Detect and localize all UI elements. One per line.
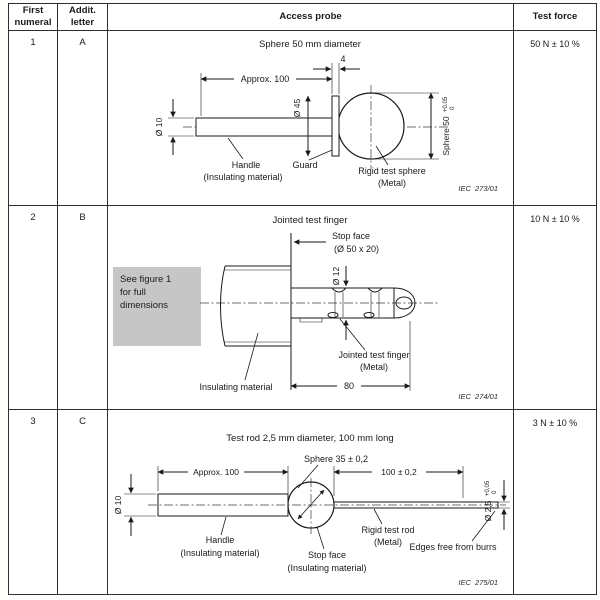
note-line: See figure 1 [120, 274, 172, 285]
header-text: Test force [532, 11, 578, 23]
dim-label: Ø 2,5 [483, 500, 493, 522]
stop-face-label: Stop face [332, 231, 371, 241]
row2-addit-letter: B [58, 206, 108, 410]
handle-label: Handle [205, 535, 235, 545]
finger-shape [291, 288, 415, 322]
dim-label: Ø 45 [292, 98, 302, 118]
drawing-title: Test rod 2,5 mm diameter, 100 mm long [226, 433, 394, 444]
dim-label: Ø 10 [154, 117, 164, 137]
dim-label: 100 ± 0,2 [381, 467, 417, 477]
rod-leader [374, 509, 382, 524]
note-line: for full [120, 287, 146, 298]
rod-label: Rigid test rod [361, 525, 415, 535]
row3-first-numeral: 3 [9, 410, 58, 594]
finger-leader [340, 319, 365, 350]
guard-leader [309, 150, 332, 160]
tolerance-lower: 0 [492, 490, 498, 494]
guard-plate-shape [332, 96, 339, 156]
handle-leader [228, 138, 243, 159]
insulating-leader [245, 333, 258, 380]
handle-leader [221, 517, 226, 535]
row2-drawing-cell [108, 206, 514, 410]
stop-face-leader [317, 527, 324, 549]
row1-first-numeral: 1 [9, 31, 58, 206]
stop-face-size-label: (Ø 50 x 20) [334, 244, 380, 254]
dim-label: Approx. 100 [193, 467, 239, 477]
dimension-4 [313, 54, 360, 94]
handle-material-label: (Insulating material) [203, 172, 283, 182]
finger-material-label: (Metal) [359, 362, 389, 372]
row3-addit-letter: C [58, 410, 108, 594]
header-first-numeral [9, 4, 58, 31]
burrs-label: Edges free from burrs [409, 542, 497, 552]
header-access-probe [108, 4, 514, 31]
tolerance-upper: +0,05 [485, 480, 491, 496]
sphere-label: Rigid test sphere [358, 166, 426, 176]
dim-label: 80 [343, 381, 355, 391]
header-addit-letter [58, 4, 108, 31]
insulating-label: Insulating material [199, 382, 273, 392]
sphere-material-label: (Metal) [377, 178, 407, 188]
access-probe-table [8, 3, 597, 595]
tolerance-upper: +0.05 [443, 96, 449, 112]
row2-test-force: 10 N ± 10 % [514, 206, 596, 410]
row1-addit-letter: A [58, 31, 108, 206]
header-test-force [514, 4, 596, 31]
iec-reference: IEC 274/01 [458, 392, 498, 401]
jointed-finger-drawing [108, 206, 513, 409]
tolerance-lower: 0 [450, 106, 456, 110]
row2-first-numeral: 2 [9, 206, 58, 410]
handle-cylinder-shape [221, 266, 292, 346]
dimension-100 [334, 466, 463, 498]
row1-drawing-cell [108, 31, 514, 206]
dim-label: Sphere 50 [441, 116, 451, 156]
header-text: Addit. [69, 5, 96, 17]
dim-label: 4 [340, 54, 346, 64]
header-text: Access probe [279, 11, 342, 23]
row3-drawing-cell [108, 410, 514, 594]
sphere-35-label: Sphere 35 ± 0,2 [304, 454, 368, 464]
iec-reference: IEC 275/01 [458, 578, 498, 587]
dim-label: Ø 12 [331, 266, 341, 286]
handle-material-label: (Insulating material) [180, 548, 260, 558]
row3-test-force: 3 N ± 10 % [532, 418, 578, 428]
iec-reference: IEC 273/01 [458, 184, 498, 193]
finger-label: Jointed test finger [338, 350, 410, 360]
sphere-probe-drawing [108, 31, 513, 205]
stop-face-material-label: (Insulating material) [287, 563, 367, 573]
handle-label: Handle [231, 160, 261, 170]
drawing-title: Sphere 50 mm diameter [259, 39, 361, 50]
note-line: dimensions [120, 300, 169, 311]
header-text: numeral [14, 17, 52, 28]
test-rod-drawing [108, 410, 513, 593]
drawing-title: Jointed test finger [272, 215, 348, 226]
dimension-approx-100 [158, 466, 288, 498]
header-text: First [22, 5, 44, 17]
handle-rod-shape [196, 118, 334, 136]
dim-label: Approx. 100 [240, 74, 290, 84]
dimension-approx-100 [201, 63, 332, 116]
row1-test-force: 50 N ± 10 % [514, 31, 596, 206]
header-text: letter [70, 17, 95, 28]
stop-face-label: Stop face [307, 550, 347, 560]
rod-material-label: (Metal) [373, 537, 403, 547]
guard-label: Guard [292, 160, 318, 170]
dim-label: Ø 10 [113, 495, 123, 515]
